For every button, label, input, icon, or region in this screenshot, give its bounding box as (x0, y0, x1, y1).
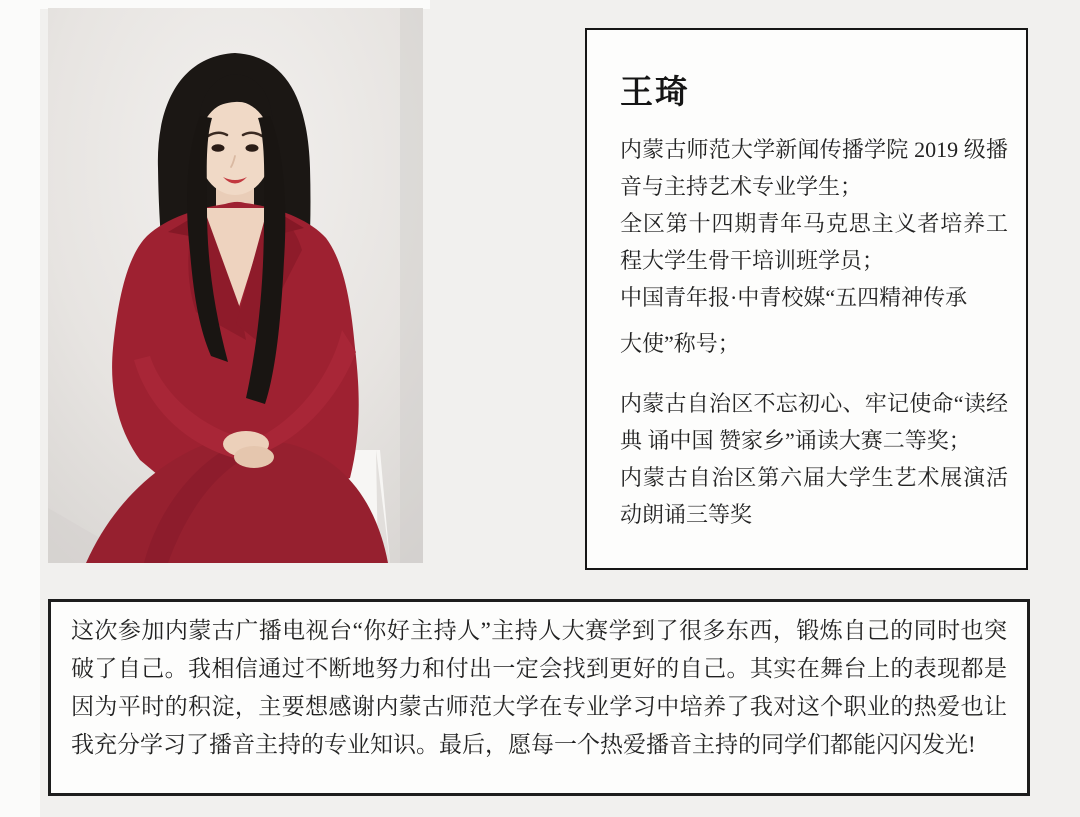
page-left-margin (0, 0, 40, 817)
eye-left (212, 144, 225, 152)
bio-line-training: 全区第十四期青年马克思主义者培养工程大学生骨干培训班学员； (620, 211, 1008, 273)
eye-right (246, 144, 259, 152)
quote-text: 这次参加内蒙古广播电视台“你好主持人”主持人大赛学到了很多东西，锻炼自己的同时也突破了自己。我相信通过不断地努力和付出一定会找到更好的自己。其实在舞台上的表现都是因为平时的积淀，主要想感谢内蒙古师范大学在专业学习中培养了我对这个职业的热爱也让我充分学习了播音主持的专业知识。最后，愿每一个热爱播音主持的同学们都能闪闪发光! (71, 618, 1007, 757)
profile-photo (48, 8, 423, 563)
bio-line-reading-award: 内蒙古自治区不忘初心、牢记使命“读经典 诵中国 赞家乡”诵读大赛二等奖； (620, 391, 1008, 453)
bio-line-recitation-award: 内蒙古自治区第六届大学生艺术展演活动朗诵三等奖 (620, 465, 1008, 527)
bio-line-media-title-2: 大使”称号； (620, 331, 740, 356)
portrait-illustration (48, 8, 423, 563)
backdrop-edge-shadow (400, 8, 423, 563)
hand-lower (234, 446, 274, 468)
quote-box (48, 599, 1030, 796)
bio-line-media-title-1: 中国青年报·中青校媒“五四精神传承 (620, 285, 968, 310)
profile-card (585, 28, 1028, 570)
bio-line-degree: 内蒙古师范大学新闻传播学院 2019 级播音与主持艺术专业学生； (620, 137, 1008, 199)
profile-name: 王琦 (620, 75, 690, 111)
